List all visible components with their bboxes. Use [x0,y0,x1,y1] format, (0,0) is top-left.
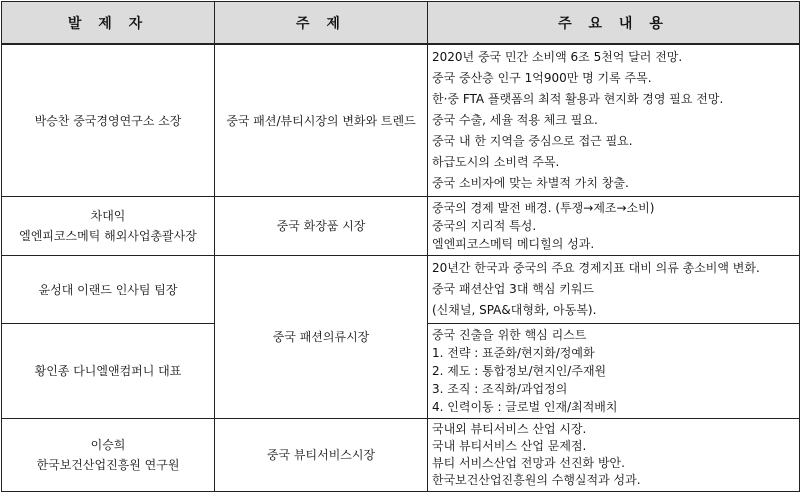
content-line: 엘엔피코스메틱 메디힐의 성과. [432,237,595,251]
content-line: 국내 뷰티서비스 산업 문제점. [432,439,587,453]
content-line: 한국보건산업진흥원의 수행실적과 성과. [432,473,641,487]
table-row [2,44,800,197]
topic-cell: 중국 화장품 시장 [215,197,428,256]
table-row [2,197,800,256]
header-presenter: 발 제 자 [2,2,215,45]
content-line: 중국 중산층 인구 1억900만 명 기록 주목. [432,71,652,85]
content-line: 중국 내 한 지역을 중심으로 접근 필요. [432,134,633,148]
content-cell [428,256,800,324]
seminar-table [1,1,800,492]
topic-cell: 중국 패션의류시장 [215,256,428,419]
content-line: 1. 전략 : 표준화/현지화/정예화 [432,346,595,360]
presenter-affiliation: 한국보건산업진흥원 연구원 [36,458,180,472]
content-line: 2020년 중국 민간 소비액 6조 5천억 달러 전망. [432,50,683,64]
content-line: 중국 수출, 세율 적용 체크 필요. [432,113,598,127]
content-line: (신채널, SPA&대형화, 아동복). [432,303,597,317]
content-line: 3. 조직 : 조직화/과업정의 [432,382,568,396]
content-cell [428,324,800,419]
header-topic: 주 제 [215,2,428,45]
content-cell [428,44,800,197]
presenter-name: 황인종 다니엘앤컴퍼니 대표 [34,364,182,378]
presenter-name: 차대익 [90,209,126,223]
table-row [2,256,800,324]
presenter-cell [2,44,215,197]
table-row [2,419,800,492]
content-line: 4. 인력이동 : 글로벌 인재/최적배치 [432,400,618,414]
content-cell [428,419,800,492]
presenter-cell [2,419,215,492]
content-line: 중국의 경제 발전 배경. (투쟁→제조→소비) [432,201,655,215]
content-line: 뷰티 서비스산업 전망과 선진화 방안. [432,456,625,470]
presenter-affiliation: 엘엔피코스메틱 해외사업총괄사장 [19,229,197,243]
header-row [2,2,800,45]
presenter-name: 이승희 [90,438,126,452]
content-line: 중국 진출을 위한 핵심 리스트 [432,328,587,342]
topic-cell: 중국 패션/뷰티시장의 변화와 트렌드 [215,44,428,197]
presenter-name: 박승찬 중국경영연구소 소장 [34,113,182,128]
content-line: 하급도시의 소비력 주목. [432,155,560,169]
content-line: 국내외 뷰티서비스 산업 시장. [432,422,587,436]
content-line: 중국 패션산업 3대 핵심 키워드 [432,282,594,296]
presenter-cell [2,197,215,256]
presenter-name: 윤성대 이랜드 인사팀 팀장 [38,282,178,297]
presenter-cell [2,324,215,419]
content-line: 한·중 FTA 플랫폼의 최적 활용과 현지화 경영 필요 전망. [432,92,724,106]
content-line: 중국 소비자에 맞는 차별적 가치 창출. [432,176,629,190]
content-line: 중국의 지리적 특성. [432,219,537,233]
content-line: 2. 제도 : 통합정보/현지인/주재원 [432,364,607,378]
topic-cell: 중국 뷰티서비스시장 [215,419,428,492]
content-line: 20년간 한국과 중국의 주요 경제지표 대비 의류 총소비액 변화. [432,261,760,275]
content-cell [428,197,800,256]
presenter-cell [2,256,215,324]
header-content: 주 요 내 용 [428,2,800,45]
